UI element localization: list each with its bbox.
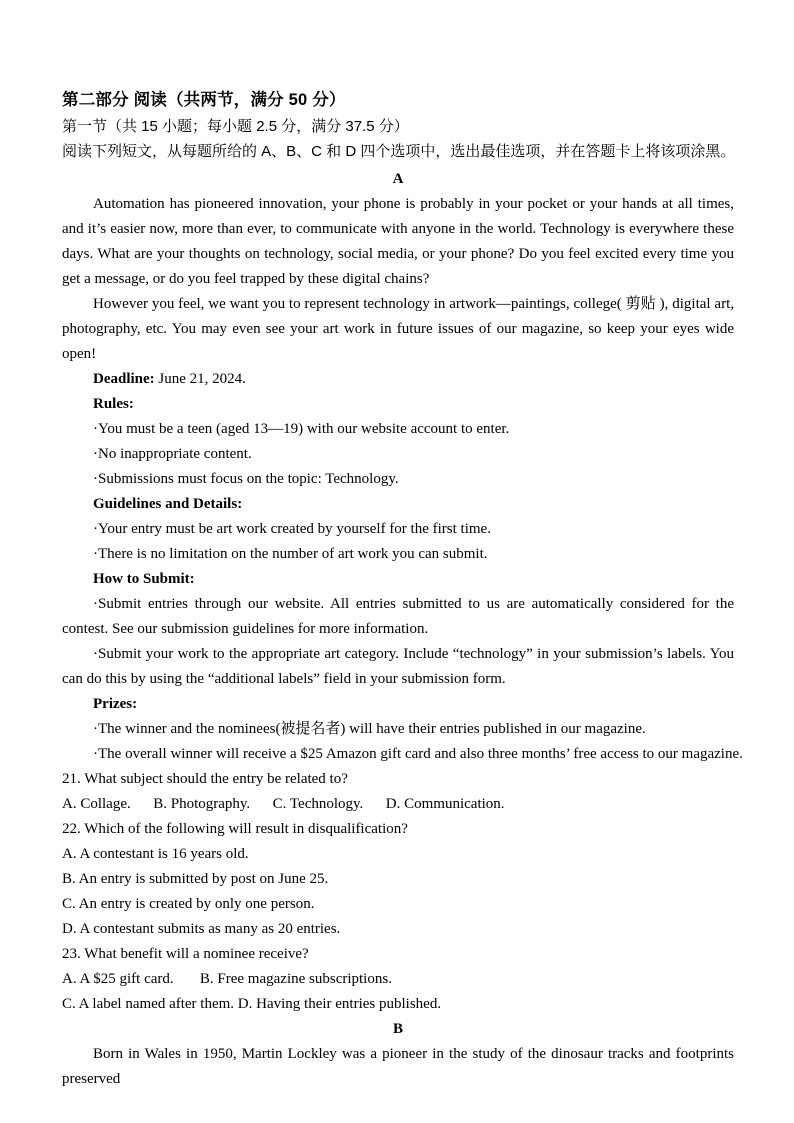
submit-label: How to Submit: <box>93 571 195 587</box>
question-21-options[interactable]: A. Collage. B. Photography. C. Technology. D. Communication. <box>62 796 505 812</box>
question-22-option-a[interactable]: A. A contestant is 16 years old. <box>62 846 249 862</box>
section-heading: 第二部分 阅读（共两节，满分 50 分） <box>62 91 346 109</box>
passage-a-label: A <box>392 171 404 187</box>
prizes-item: ·The overall winner will receive a $25 Amazon gift card and also three months’ free access to our magazine. <box>93 746 743 762</box>
question-22-option-d[interactable]: D. A contestant submits as many as 20 entries. <box>62 921 341 937</box>
question-21-stem: 21. What subject should the entry be related to? <box>62 771 348 787</box>
deadline-value: June 21, 2024. <box>154 371 246 387</box>
passage-a-paragraph-1: Automation has pioneered innovation, your phone is probably in your pocket or your hands at all times, and it’s easier now, more than ever, to communicate with anyone in the world. Technology is everywhere these days. What are your thoughts on technology, social media, or your phone? Do you feel excited every time you get a message, or do you feel trapped by these digital chains? <box>62 196 734 287</box>
deadline-line <box>62 367 734 392</box>
passage-b-label: B <box>392 1021 403 1037</box>
question-23-options-ab[interactable]: A. A $25 gift card. B. Free magazine subscriptions. <box>62 971 392 987</box>
question-22-option-b[interactable]: B. An entry is submitted by post on June 25. <box>62 871 329 887</box>
deadline-label: Deadline: <box>93 371 155 387</box>
rules-label: Rules: <box>93 396 134 412</box>
rules-item: ·Submissions must focus on the topic: Technology. <box>93 471 399 487</box>
rules-item: ·You must be a teen (aged 13—19) with our website account to enter. <box>93 421 510 437</box>
guidelines-label: Guidelines and Details: <box>93 496 243 512</box>
question-22-option-c[interactable]: C. An entry is created by only one person. <box>62 896 315 912</box>
question-22-stem: 22. Which of the following will result in disqualification? <box>62 821 408 837</box>
guidelines-item: ·Your entry must be art work created by yourself for the first time. <box>93 521 491 537</box>
subsection-heading: 第一节（共 15 小题；每小题 2.5 分，满分 37.5 分） <box>62 118 409 135</box>
passage-a-paragraph-2: However you feel, we want you to represent technology in artwork—paintings, college( 剪贴 ), digital art, photography, etc. You may even see your art work in future issues of our magazine, so keep your eyes wide open! <box>62 296 734 362</box>
guidelines-item: ·There is no limitation on the number of art work you can submit. <box>93 546 488 562</box>
passage-b-paragraph-1: Born in Wales in 1950, Martin Lockley was a pioneer in the study of the dinosaur tracks and footprints preserved <box>62 1046 734 1087</box>
page-content <box>62 88 743 1092</box>
prizes-item: ·The winner and the nominees(被提名者) will have their entries published in our magazine. <box>93 721 646 737</box>
submit-item: ·Submit entries through our website. All entries submitted to us are automatically considered for the contest. See our submission guidelines for more information. <box>62 596 734 637</box>
question-23-options-cd[interactable]: C. A label named after them. D. Having their entries published. <box>62 996 442 1012</box>
section-instruction: 阅读下列短文，从每题所给的 A、B、C 和 D 四个选项中，选出最佳选项，并在答题卡上将该项涂黑。 <box>62 143 736 160</box>
prizes-label: Prizes: <box>93 696 138 712</box>
submit-item: ·Submit your work to the appropriate art category. Include “technology” in your submission’s labels. You can do this by using the “additional labels” field in your submission form. <box>62 646 734 687</box>
rules-item: ·No inappropriate content. <box>93 446 252 462</box>
question-23-stem: 23. What benefit will a nominee receive? <box>62 946 309 962</box>
